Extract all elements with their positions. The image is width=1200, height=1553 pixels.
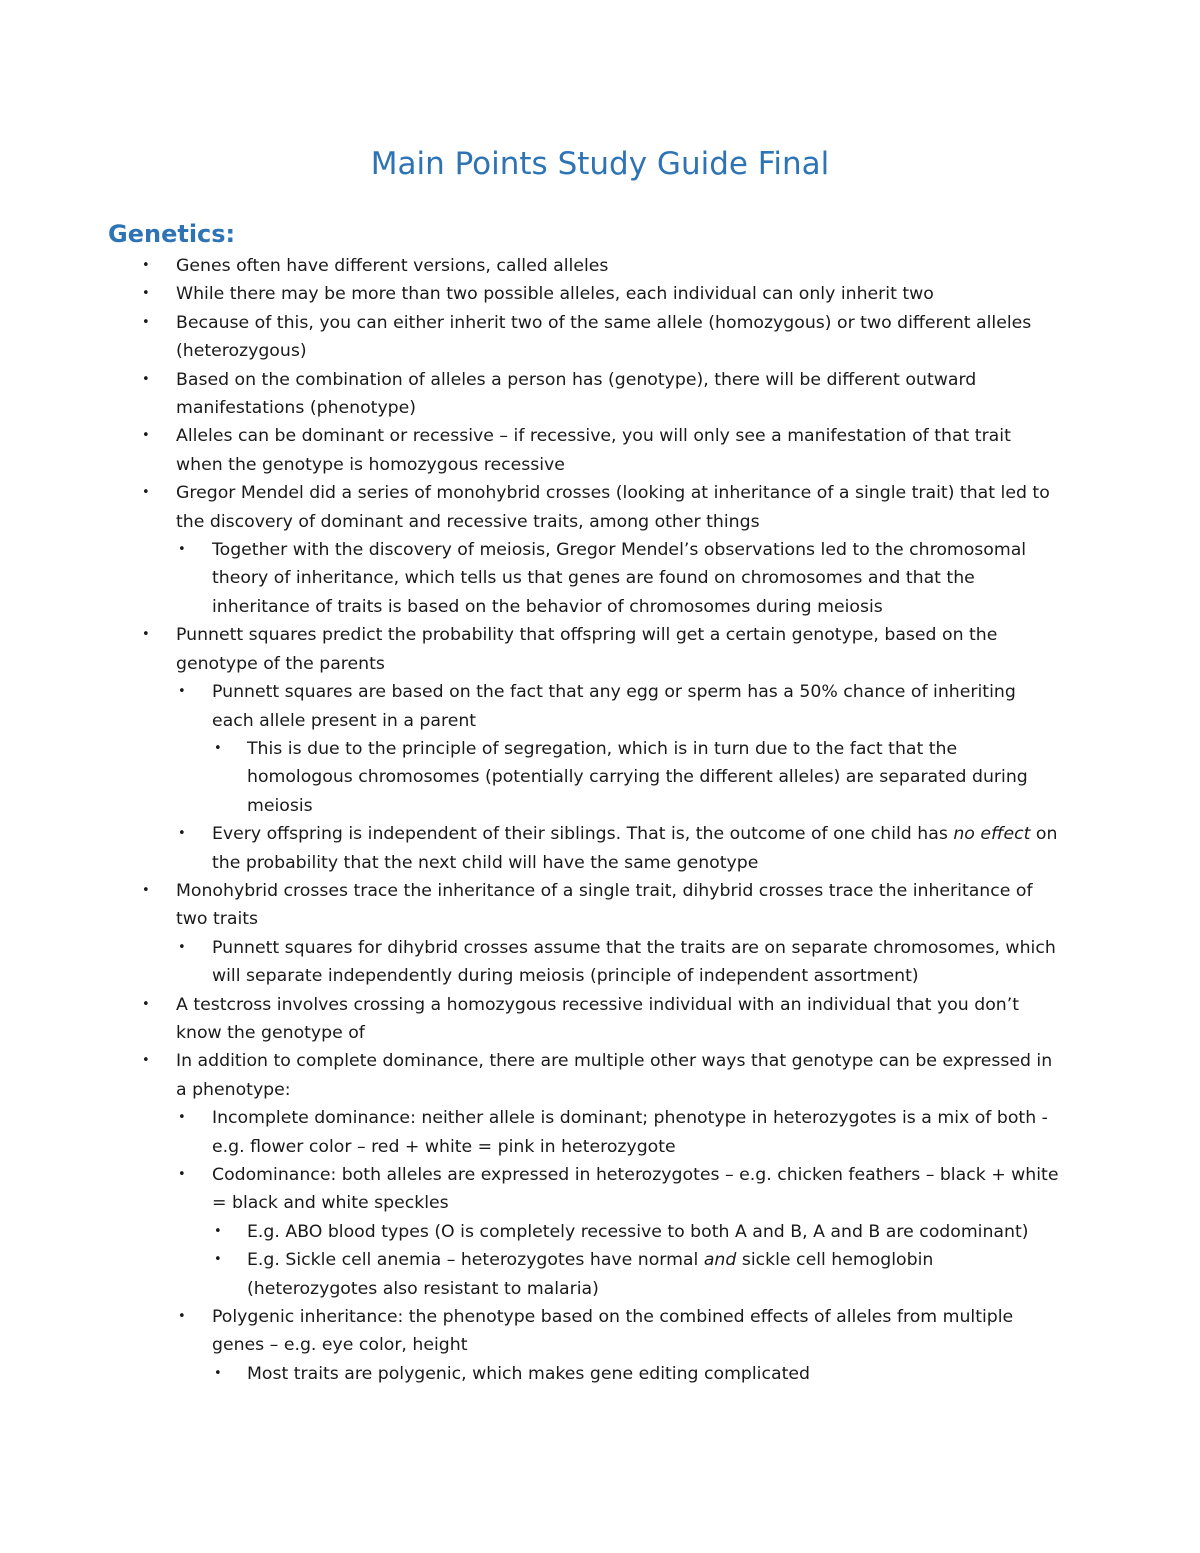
list-item-text: This is due to the principle of segregation, which is in turn due to the fact that the homologous chromosomes (potentially carrying the different alleles) are separated during meiosis bbox=[247, 738, 1028, 816]
bullet-icon: • bbox=[142, 485, 150, 501]
bullet-icon: • bbox=[142, 371, 150, 387]
bullet-icon: • bbox=[178, 826, 186, 842]
list-item bbox=[0, 1360, 1062, 1388]
list-item-text: sickle cell hemoglobin (heterozygotes also resistant to malaria) bbox=[247, 1250, 934, 1299]
document-title: Main Points Study Guide Final bbox=[370, 146, 830, 182]
bullet-icon: • bbox=[214, 1252, 222, 1268]
list-item-text: While there may be more than two possible alleles, each individual can only inherit two bbox=[176, 284, 934, 305]
list-item-text: Because of this, you can either inherit two of the same allele (homozygous) or two different alleles (heterozygous) bbox=[176, 312, 1032, 362]
bullet-icon: • bbox=[142, 996, 150, 1012]
list-item-text: Punnett squares predict the probability that offspring will get a certain genotype, based on the genotype of the parents bbox=[176, 625, 998, 674]
list-item-text: Punnett squares are based on the fact that any egg or sperm has a 50% chance of inheriting each allele present in a parent bbox=[212, 682, 1016, 731]
list-item bbox=[0, 309, 1061, 366]
bullet-icon: • bbox=[142, 882, 150, 898]
list-item bbox=[0, 820, 1062, 877]
bullet-icon: • bbox=[214, 1223, 222, 1239]
bullet-icon: • bbox=[214, 740, 222, 756]
bullet-icon: • bbox=[178, 939, 186, 955]
list-item bbox=[0, 1161, 1062, 1218]
list-item-text: Together with the discovery of meiosis, Gregor Mendel’s observations led to the chromosomal theory of inheritance, which tells us that genes are found on chromosomes and that the inheritance of traits is based on the behavior of chromosomes during meiosis bbox=[212, 540, 1027, 617]
emphasized-text: and bbox=[703, 1250, 737, 1271]
list-item-text: Alleles can be dominant or recessive – if recessive, you will only see a manifestation of that trait when the genotype is homozygous recessive bbox=[176, 426, 1011, 475]
list-item-text: Based on the combination of alleles a person has (genotype), there will be different outward manifestations (phenotype) bbox=[176, 369, 977, 419]
list-item bbox=[0, 1303, 1062, 1360]
list-item-text: A testcross involves crossing a homozygous recessive individual with an individual that you don’t know the genotype of bbox=[176, 994, 1020, 1043]
list-item-text: Punnett squares for dihybrid crosses assume that the traits are on separate chromosomes, which will separate independently during meiosis (principle of independent assortment) bbox=[212, 937, 1056, 987]
list-item bbox=[0, 536, 1062, 621]
emphasized-text: no effect bbox=[953, 824, 1031, 845]
list-item bbox=[0, 422, 1061, 479]
list-item bbox=[0, 1104, 1062, 1161]
section-heading-genetics: Genetics: bbox=[108, 220, 236, 248]
bullet-icon: • bbox=[178, 1309, 186, 1325]
list-item-text: E.g. Sickle cell anemia – heterozygotes have normal bbox=[247, 1250, 704, 1271]
list-item bbox=[0, 991, 1061, 1048]
bullet-icon: • bbox=[142, 1053, 150, 1069]
list-item-text: Polygenic inheritance: the phenotype based on the combined effects of alleles from multiple genes – e.g. eye color, height bbox=[212, 1307, 1014, 1356]
bullet-icon: • bbox=[178, 542, 186, 558]
list-item-text: Genes often have different versions, called alleles bbox=[176, 256, 609, 276]
bullet-icon: • bbox=[142, 314, 150, 330]
list-item bbox=[0, 934, 1062, 991]
list-item-text: Incomplete dominance: neither allele is dominant; phenotype in heterozygotes is a mix of both - e.g. flower color – red + white = pink in heterozygote bbox=[212, 1108, 1048, 1157]
bullet-icon: • bbox=[178, 1167, 186, 1182]
list-item bbox=[0, 877, 1061, 934]
bullet-icon: • bbox=[142, 428, 150, 444]
list-item-text: Codominance: both alleles are expressed in heterozygotes – e.g. chicken feathers – black + white = black and white speckles bbox=[212, 1165, 1059, 1214]
list-item bbox=[0, 621, 1061, 678]
bullet-icon: • bbox=[178, 684, 186, 700]
list-item bbox=[0, 1246, 1062, 1303]
bullet-icon: • bbox=[178, 1110, 186, 1126]
bullet-icon: • bbox=[214, 1365, 222, 1381]
genetics-bullet-list bbox=[0, 252, 1200, 1388]
list-item bbox=[0, 280, 1061, 308]
list-item-text: on the probability that the next child will have the same genotype bbox=[212, 824, 1058, 873]
list-item-text: E.g. ABO blood types (O is completely recessive to both A and B, A and B are codominant) bbox=[247, 1221, 1029, 1242]
list-item-text: Most traits are polygenic, which makes gene editing complicated bbox=[247, 1363, 810, 1384]
list-item bbox=[0, 678, 1062, 735]
list-item-text: Monohybrid crosses trace the inheritance of a single trait, dihybrid crosses trace the inheritance of two traits bbox=[176, 880, 1033, 930]
list-item-text: Every offspring is independent of their siblings. That is, the outcome of one child has bbox=[212, 824, 954, 845]
list-item bbox=[0, 1047, 1061, 1104]
list-item-text: Gregor Mendel did a series of monohybrid crosses (looking at inheritance of a single trait) that led to the discovery of dominant and recessive traits, among other things bbox=[176, 483, 1050, 532]
list-item bbox=[0, 252, 1061, 280]
bullet-icon: • bbox=[142, 286, 150, 302]
list-item bbox=[0, 1218, 1062, 1246]
list-item bbox=[0, 479, 1061, 536]
list-item-text: In addition to complete dominance, there are multiple other ways that genotype can be expressed in a phenotype: bbox=[176, 1051, 1053, 1100]
bullet-icon: • bbox=[142, 258, 150, 273]
list-item bbox=[0, 366, 1061, 423]
bullet-icon: • bbox=[142, 627, 150, 643]
list-item bbox=[0, 735, 1062, 820]
